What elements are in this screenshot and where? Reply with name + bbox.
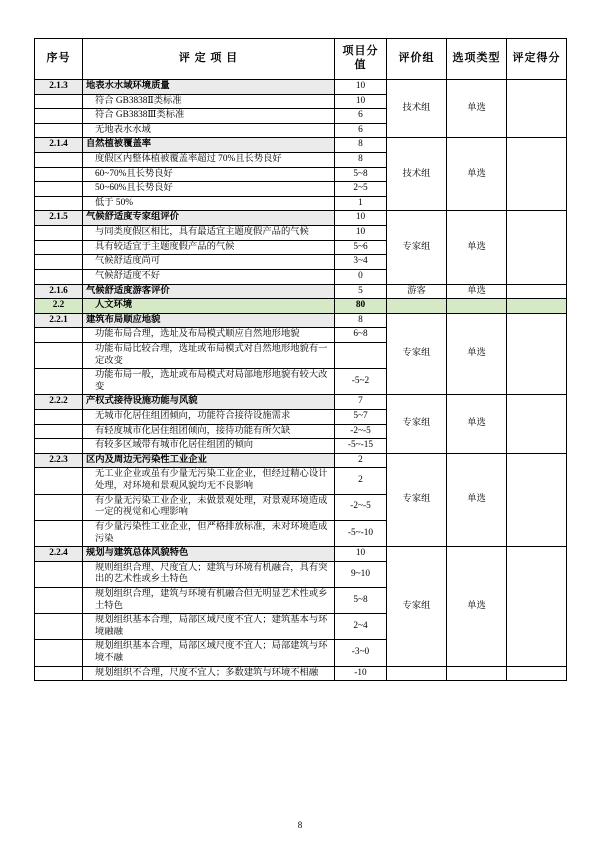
cell-no — [35, 182, 83, 197]
header-cell-no: 序号 — [35, 39, 83, 80]
cell-item: 气候舒适度尚可 — [83, 255, 335, 270]
cell-score: 6 — [335, 109, 387, 124]
cell-no — [35, 494, 83, 520]
cell-score: -2~-5 — [335, 424, 387, 439]
cell-score: 8 — [335, 138, 387, 153]
cell-item: 自然植被覆盖率 — [83, 138, 335, 153]
cell-score: -5~2 — [335, 369, 387, 395]
table-row — [35, 395, 567, 410]
cell-type — [447, 666, 507, 681]
cell-no — [35, 614, 83, 640]
cell-item: 规则组织合理、尺度宜人；建筑与环境有机融合，具有突出的艺术性或乡土特色 — [83, 561, 335, 587]
cell-type — [447, 299, 507, 314]
table-header — [35, 39, 567, 80]
cell-item: 建筑布局顺应地貌 — [83, 313, 335, 328]
cell-score: 0 — [335, 269, 387, 284]
table-row — [35, 313, 567, 328]
cell-item: 气候舒适度不好 — [83, 269, 335, 284]
cell-type: 单选 — [447, 80, 507, 138]
cell-score: -5~-15 — [335, 439, 387, 454]
cell-item: 符合 GB3838Ⅲ类标准 — [83, 109, 335, 124]
cell-item: 有较多区域带有城市化居住组团的倾向 — [83, 439, 335, 454]
cell-item: 规划组织合理，建筑与环境有机融合但无明显艺术性或乡土特色 — [83, 587, 335, 613]
cell-score: -5~-10 — [335, 520, 387, 546]
cell-score: 5 — [335, 284, 387, 299]
cell-item: 人文环境 — [83, 299, 335, 314]
cell-score: -3~0 — [335, 640, 387, 666]
cell-final[interactable] — [507, 80, 567, 138]
cell-item: 无城市化居住组团倾向，功能符合接待设施需求 — [83, 410, 335, 425]
cell-score: 2 — [335, 453, 387, 468]
cell-final[interactable] — [507, 138, 567, 211]
cell-no — [35, 640, 83, 666]
cell-item: 与同类度假区相比，具有最适宜主题度假产品的气候 — [83, 226, 335, 241]
table-row — [35, 453, 567, 468]
cell-item: 功能布局合理，选址及布局模式顺应自然地形地貌 — [83, 328, 335, 343]
cell-item: 区内及周边无污染性工业企业 — [83, 453, 335, 468]
cell-no: 2.2 — [35, 299, 83, 314]
cell-no — [35, 424, 83, 439]
cell-item: 符合 GB3838Ⅱ类标准 — [83, 94, 335, 109]
cell-no — [35, 561, 83, 587]
cell-score: 9~10 — [335, 561, 387, 587]
cell-no — [35, 520, 83, 546]
cell-no — [35, 587, 83, 613]
page-number: 8 — [297, 820, 303, 830]
cell-item: 有少量无污染工业企业，未做景观处理，对景观环境造成一定的视觉和心理影响 — [83, 494, 335, 520]
cell-final[interactable] — [507, 284, 567, 299]
header-cell-score: 项目分值 — [335, 39, 387, 80]
header-cell-item: 评 定 项 目 — [83, 39, 335, 80]
cell-no: 2.2.3 — [35, 453, 83, 468]
cell-no — [35, 328, 83, 343]
cell-score: 5~8 — [335, 587, 387, 613]
cell-score: 2~4 — [335, 614, 387, 640]
header-cell-final: 评定得分 — [507, 39, 567, 80]
table-row — [35, 284, 567, 299]
cell-group — [387, 299, 447, 314]
cell-type: 单选 — [447, 284, 507, 299]
cell-score: 6 — [335, 123, 387, 138]
header-cell-type: 选项类型 — [447, 39, 507, 80]
cell-final[interactable] — [507, 313, 567, 395]
cell-item: 规划组织基本合理，局部区域尺度不宜人；建筑基本与环境融融 — [83, 614, 335, 640]
evaluation-table — [34, 38, 567, 681]
cell-score: 3~4 — [335, 255, 387, 270]
cell-group: 专家组 — [387, 395, 447, 453]
cell-no — [35, 369, 83, 395]
cell-score: 2~5 — [335, 182, 387, 197]
header-row — [35, 39, 567, 80]
cell-group — [387, 666, 447, 681]
table-row — [35, 666, 567, 681]
cell-no: 2.2.4 — [35, 547, 83, 562]
cell-no — [35, 196, 83, 211]
cell-item: 低于 50% — [83, 196, 335, 211]
cell-item: 60~70%且长势良好 — [83, 167, 335, 182]
cell-no — [35, 410, 83, 425]
table-row — [35, 80, 567, 95]
cell-no — [35, 666, 83, 681]
cell-final[interactable] — [507, 666, 567, 681]
cell-score: 6~8 — [335, 328, 387, 343]
cell-score: 10 — [335, 547, 387, 562]
cell-score: -2~-5 — [335, 494, 387, 520]
cell-group: 游客 — [387, 284, 447, 299]
cell-score: 5~7 — [335, 410, 387, 425]
cell-no — [35, 153, 83, 168]
cell-no: 2.2.1 — [35, 313, 83, 328]
table-row — [35, 138, 567, 153]
cell-no — [35, 109, 83, 124]
cell-group: 技术组 — [387, 138, 447, 211]
cell-item: 度假区内整体植被覆盖率超过 70%且长势良好 — [83, 153, 335, 168]
cell-type: 单选 — [447, 547, 507, 666]
cell-type: 单选 — [447, 211, 507, 284]
cell-score: 8 — [335, 313, 387, 328]
cell-item: 50~60%且长势良好 — [83, 182, 335, 197]
table-row — [35, 547, 567, 562]
cell-no — [35, 269, 83, 284]
cell-group: 技术组 — [387, 80, 447, 138]
cell-item: 有轻度城市化居住组团倾向，接待功能有所欠缺 — [83, 424, 335, 439]
cell-type: 单选 — [447, 138, 507, 211]
cell-score: 8 — [335, 153, 387, 168]
cell-type: 单选 — [447, 453, 507, 546]
cell-score: 7 — [335, 395, 387, 410]
cell-item: 功能布局比较合理，选址或布局模式对自然地形地貌有一定改变 — [83, 342, 335, 368]
cell-item: 规划组织不合理，尺度不宜人；多数建筑与环境不相融 — [83, 666, 335, 681]
cell-item: 具有较适宜于主题度假产品的气候 — [83, 240, 335, 255]
cell-item: 规划组织基本合理，局部区域尺度不宜人；局部建筑与环境不融 — [83, 640, 335, 666]
cell-no — [35, 255, 83, 270]
cell-item: 产权式接待设施功能与风貌 — [83, 395, 335, 410]
cell-item: 功能布局一般，选址或布局模式对局部地形地貌有较大改变 — [83, 369, 335, 395]
cell-no — [35, 94, 83, 109]
cell-score — [335, 342, 387, 368]
cell-no — [35, 342, 83, 368]
cell-no: 2.2.2 — [35, 395, 83, 410]
cell-score: 10 — [335, 80, 387, 95]
header-cell-group: 评价组 — [387, 39, 447, 80]
cell-score: 10 — [335, 94, 387, 109]
cell-final[interactable] — [507, 453, 567, 546]
cell-no — [35, 240, 83, 255]
cell-score: 10 — [335, 211, 387, 226]
cell-score: 10 — [335, 226, 387, 241]
cell-item: 规划与建筑总体风貌特色 — [83, 547, 335, 562]
cell-score: 80 — [335, 299, 387, 314]
cell-group: 专家组 — [387, 313, 447, 395]
cell-score: 2 — [335, 468, 387, 494]
cell-final[interactable] — [507, 299, 567, 314]
table-body — [35, 80, 567, 681]
cell-score: 5~6 — [335, 240, 387, 255]
table-row — [35, 211, 567, 226]
cell-no: 2.1.4 — [35, 138, 83, 153]
cell-no — [35, 123, 83, 138]
cell-item: 有少量污染性工业企业，但严格排放标准，未对环境造成污染 — [83, 520, 335, 546]
cell-item: 地表水水域环境质量 — [83, 80, 335, 95]
cell-item: 气候舒适度游客评价 — [83, 284, 335, 299]
cell-score: 1 — [335, 196, 387, 211]
cell-no — [35, 226, 83, 241]
cell-no: 2.1.3 — [35, 80, 83, 95]
cell-no: 2.1.5 — [35, 211, 83, 226]
cell-item: 无工业企业或虽有少量无污染工业企业，但经过精心设计处理，对环境和景观风貌均无不良影响 — [83, 468, 335, 494]
cell-final[interactable] — [507, 395, 567, 453]
cell-item: 无地表水水域 — [83, 123, 335, 138]
cell-no — [35, 167, 83, 182]
table-row — [35, 299, 567, 314]
cell-group: 专家组 — [387, 547, 447, 666]
cell-final[interactable] — [507, 211, 567, 284]
cell-final[interactable] — [507, 547, 567, 666]
cell-type: 单选 — [447, 395, 507, 453]
cell-score: 5~8 — [335, 167, 387, 182]
cell-item: 气候舒适度专家组评价 — [83, 211, 335, 226]
cell-group: 专家组 — [387, 211, 447, 284]
cell-no: 2.1.6 — [35, 284, 83, 299]
cell-type: 单选 — [447, 313, 507, 395]
cell-score: -10 — [335, 666, 387, 681]
cell-no — [35, 468, 83, 494]
cell-group: 专家组 — [387, 453, 447, 546]
cell-no — [35, 439, 83, 454]
